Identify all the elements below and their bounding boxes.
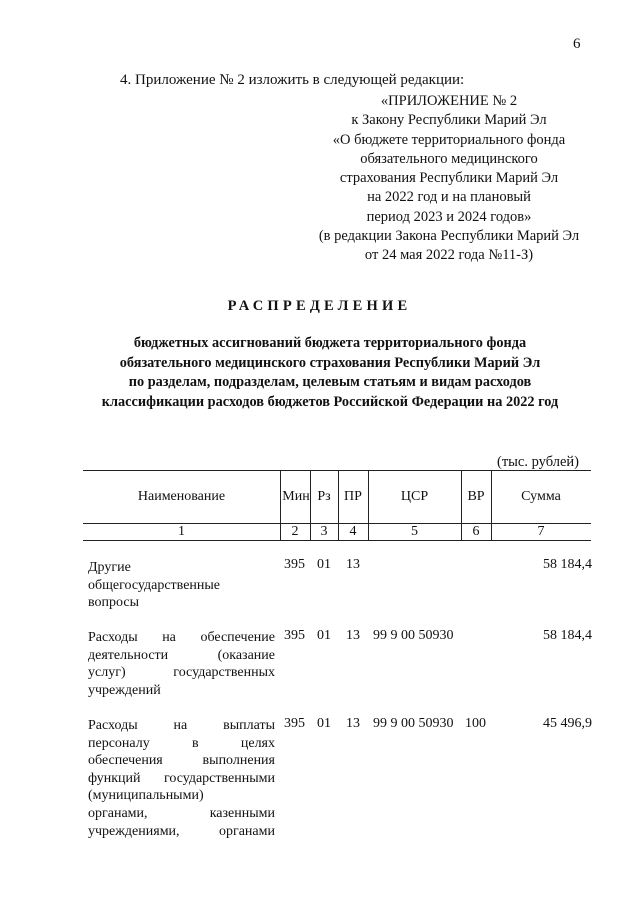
appendix-line: страхования Республики Марий Эл [339,170,559,187]
column-number: 3 [320,524,328,539]
header-vr: ВР [467,489,485,504]
header-rz: Рз [317,489,331,504]
row-name-line: Расходы на выплаты [88,718,275,733]
table-numbers-rule [83,540,591,541]
appendix-line: на 2022 год и на плановый [367,189,531,206]
column-number: 1 [178,524,185,539]
column-number: 5 [411,524,418,539]
appendix-line: от 24 мая 2022 года №11-З) [364,247,534,264]
row-name [88,717,275,840]
subtitle-line: по разделам, подразделам, целевым статьям и видам расходов [128,374,532,390]
row-name-line: общегосударственные [88,577,221,593]
row-rz: 01 [317,557,331,572]
row-rz: 01 [317,716,331,731]
row-rz: 01 [317,628,331,643]
appendix-line: (в редакции Закона Республики Марий Эл [318,228,580,245]
row-name-line: персоналу в целях [88,735,275,751]
row-name-line: услуг) государственных [88,665,275,681]
column-number: 7 [537,524,545,539]
row-name [88,559,275,612]
appendix-line: к Закону Республики Марий Эл [351,112,547,129]
row-name-line: учреждений [88,682,161,698]
header-name: Наименование [137,489,226,504]
subtitle-line: классификации расходов бюджетов Российской Федерации на 2022 год [101,393,559,410]
row-csr: 99 9 00 50930 [373,628,454,643]
row-name-line: функций государственными [88,770,275,786]
row-sum: 58 184,4 [543,628,592,643]
appendix-line: «ПРИЛОЖЕНИЕ № 2 [380,93,518,109]
row-name-line: Расходы на обеспечение [88,630,275,645]
row-name-line: Другие [88,560,131,575]
appendix-line: период 2023 и 2024 годов» [366,208,532,225]
document-subtitle [40,334,620,412]
appendix-line: обязательного медицинского [360,150,538,167]
subtitle-line: обязательного медицинского страхования Республики Марий Эл [119,354,541,371]
row-csr: 99 9 00 50930 [373,716,454,731]
column-number: 2 [291,524,299,539]
row-pr: 13 [346,557,360,572]
appendix-header [300,92,598,266]
row-name-line: учреждениями, органами [88,823,275,839]
row-name-line: органами, казенными [88,805,275,821]
document-heading: РАСПРЕДЕЛЕНИЕ [227,298,412,314]
subtitle-line: бюджетных ассигнований бюджета территориального фонда [133,335,527,351]
row-pr: 13 [346,628,360,643]
appendix-line: «О бюджете территориального фонда [332,131,566,148]
page-number: 6 [573,36,581,52]
row-name-line: (муниципальными) [88,788,204,804]
row-name [88,629,275,699]
row-pr: 13 [346,716,360,731]
units-label: (тыс. рублей) [497,454,579,470]
row-sum: 58 184,4 [543,557,592,572]
row-name-line: обеспечения выполнения [88,753,275,769]
column-number: 6 [472,524,480,539]
row-name-line: вопросы [88,595,139,611]
row-name-line: деятельности (оказание [88,647,275,663]
amendment-intro: 4. Приложение № 2 изложить в следующей редакции: [120,72,465,88]
row-sum: 45 496,9 [543,716,592,731]
table-top-rule [83,470,591,471]
row-vr: 100 [465,716,486,731]
row-min: 395 [284,716,305,731]
header-pr: ПР [344,489,362,504]
column-number: 4 [349,524,357,539]
row-min: 395 [284,557,305,572]
header-csr: ЦСР [400,489,429,504]
row-min: 395 [284,628,305,643]
header-min: Мин [282,489,310,504]
header-sum: Сумма [521,489,561,504]
